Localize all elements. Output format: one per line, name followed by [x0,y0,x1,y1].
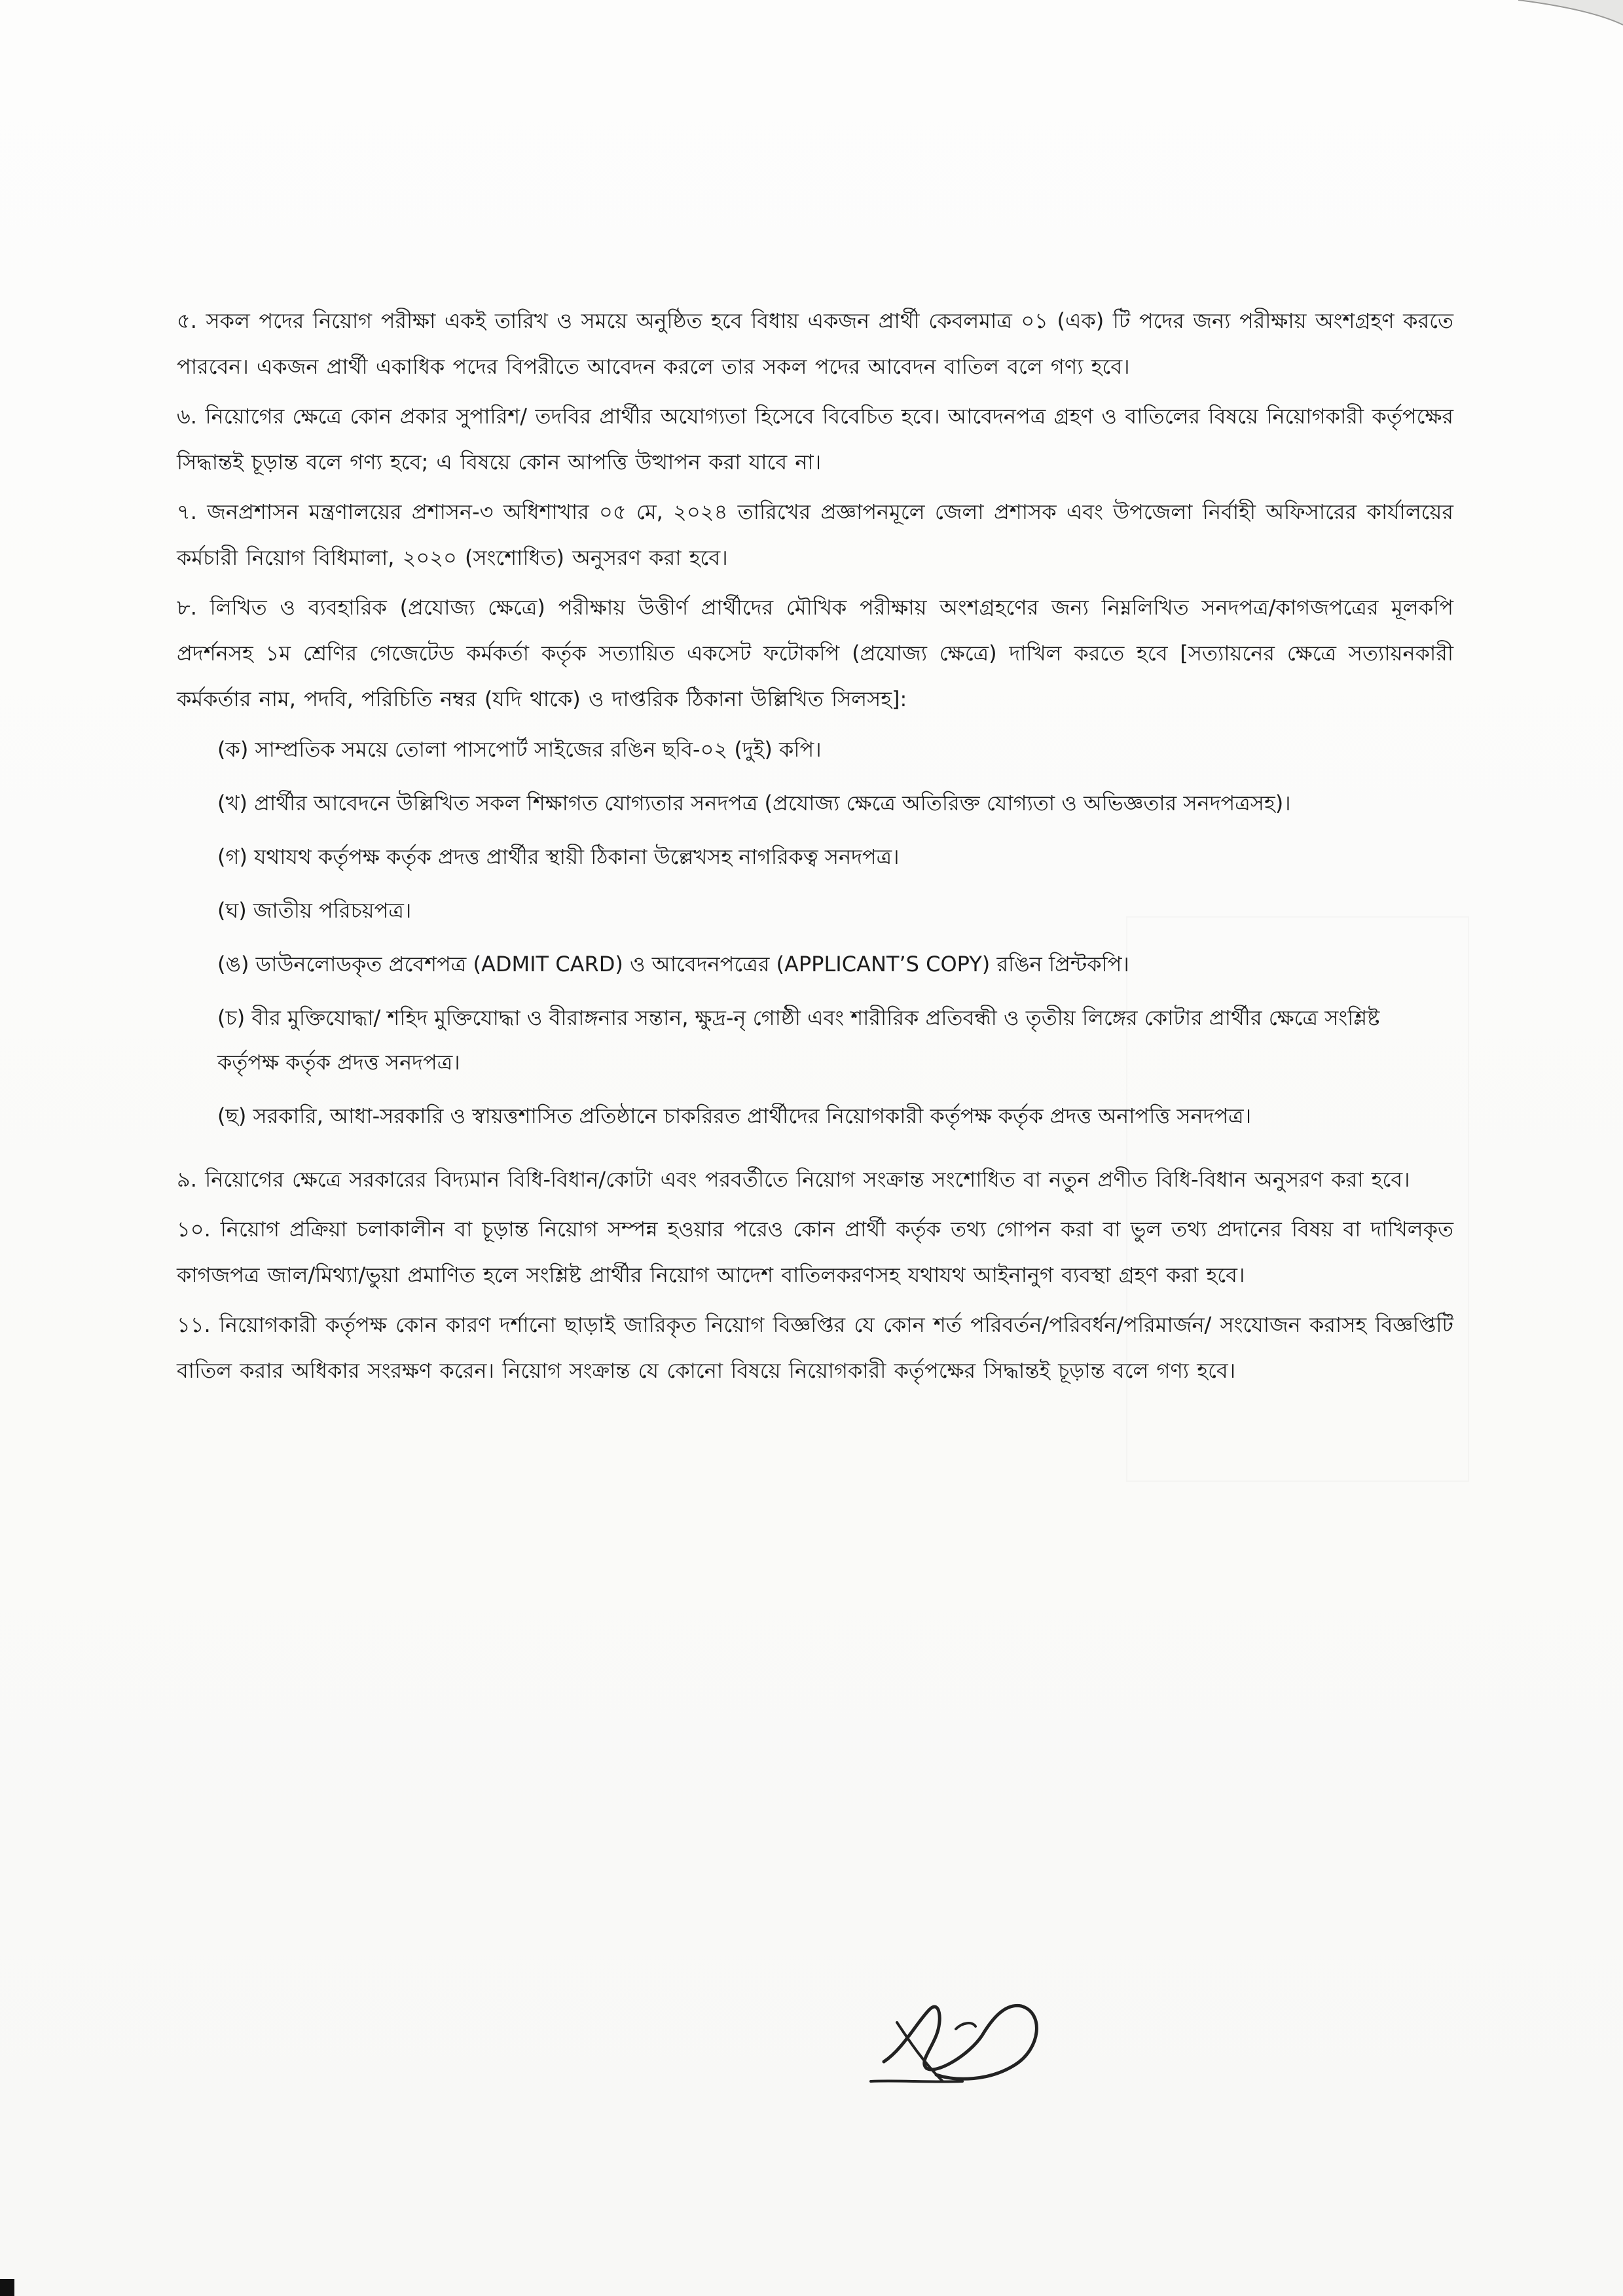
clause-11: ১১. নিয়োগকারী কর্তৃপক্ষ কোন কারণ দর্শানো ছাড়াই জারিকৃত নিয়োগ বিজ্ঞপ্তির যে কোন শর্ত পরিবর্তন/পরিবর্ধন/পরিমার্জন/ সংযোজন করাসহ বিজ্ঞপ্তিটি বাতিল করার অধিকার সংরক্ষণ করেন। নিয়োগ সংক্রান্ত যে কোনো বিষয়ে নিয়োগকারী কর্তৃপক্ষের সিদ্ধান্তই চূড়ান্ত বলে গণ্য হবে। [177,1312,1453,1383]
clause-5: ৫. সকল পদের নিয়োগ পরীক্ষা একই তারিখ ও সময়ে অনুষ্ঠিত হবে বিধায় একজন প্রার্থী কেবলমাত্র ০১ (এক) টি পদের জন্য পরীক্ষায় অংশগ্রহণ করতে পারবেন। একজন প্রার্থী একাধিক পদের বিপরীতে আবেদন করলে তার সকল পদের আবেদন বাতিল বলে গণ্য হবে। [177,308,1453,379]
document-body [177,298,1453,1397]
list-item-ga: (গ) যথাযথ কর্তৃপক্ষ কর্তৃক প্রদত্ত প্রার্থীর স্থায়ী ঠিকানা উল্লেখসহ নাগরিকত্ব সনদপত্র। [217,844,900,869]
list-item-kha: (খ) প্রার্থীর আবেদনে উল্লিখিত সকল শিক্ষাগত যোগ্যতার সনদপত্র (প্রযোজ্য ক্ষেত্রে অতিরিক্ত যোগ্যতা ও অভিজ্ঞতার সনদপত্রসহ)। [217,791,1291,816]
list-item-ka: (ক) সাম্প্রতিক সময়ে তোলা পাসপোর্ট সাইজের রঙিন ছবি-০২ (দুই) কপি। [217,737,822,762]
handwritten-signature [858,1983,1054,2094]
list-item-uma: (ঙ) ডাউনলোডকৃত প্রবেশপত্র (ADMIT CARD) ও আবেদনপত্রের (APPLICANT’S COPY) রঙিন প্রিন্টকপি। [217,952,1129,977]
clause-9: ৯. নিয়োগের ক্ষেত্রে সরকারের বিদ্যমান বিধি-বিধান/কোটা এবং পরবর্তীতে নিয়োগ সংক্রান্ত সংশোধিত বা নতুন প্রণীত বিধি-বিধান অনুসরণ করা হবে। [177,1167,1410,1192]
list-item-gha: (ঘ) জাতীয় পরিচয়পত্র। [217,898,412,923]
clause-7: ৭. জনপ্রশাসন মন্ত্রণালয়ের প্রশাসন-৩ অধিশাখার ০৫ মে, ২০২৪ তারিখের প্রজ্ঞাপনমূলে জেলা প্রশাসক এবং উপজেলা নির্বাহী অফিসারের কার্যালয়ের কর্মচারী নিয়োগ বিধিমালা, ২০২০ (সংশোধিত) অনুসরণ করা হবে। [177,499,1453,570]
page-corner-fold [1518,0,1623,26]
scan-edge-mark [0,2279,14,2296]
clause-6: ৬. নিয়োগের ক্ষেত্রে কোন প্রকার সুপারিশ/ তদবির প্রার্থীর অযোগ্যতা হিসেবে বিবেচিত হবে। আবেদনপত্র গ্রহণ ও বাতিলের বিষয়ে নিয়োগকারী কর্তৃপক্ষের সিদ্ধান্তই চূড়ান্ত বলে গণ্য হবে; এ বিষয়ে কোন আপত্তি উত্থাপন করা যাবে না। [177,404,1453,475]
clause-8-document-list [217,727,1409,1138]
list-item-ca: (চ) বীর মুক্তিযোদ্ধা/ শহিদ মুক্তিযোদ্ধা ও বীরাঙ্গনার সন্তান, ক্ষুদ্র-নৃ গোষ্ঠী এবং শারীরিক প্রতিবন্ধী ও তৃতীয় লিঙ্গের কোটার প্রার্থীর ক্ষেত্রে সংশ্লিষ্ট কর্তৃপক্ষ কর্তৃক প্রদত্ত সনদপত্র। [217,1005,1380,1075]
list-item-cha: (ছ) সরকারি, আধা-সরকারি ও স্বায়ত্তশাসিত প্রতিষ্ঠানে চাকরিরত প্রার্থীদের নিয়োগকারী কর্তৃপক্ষ কর্তৃক প্রদত্ত অনাপত্তি সনদপত্র। [217,1103,1252,1128]
clause-8: ৮. লিখিত ও ব্যবহারিক (প্রযোজ্য ক্ষেত্রে) পরীক্ষায় উত্তীর্ণ প্রার্থীদের মৌখিক পরীক্ষায় অংশগ্রহণের জন্য নিম্নলিখিত সনদপত্র/কাগজপত্রের মূলকপি প্রদর্শনসহ ১ম শ্রেণির গেজেটেড কর্মকর্তা কর্তৃক সত্যায়িত একসেট ফটোকপি (প্রযোজ্য ক্ষেত্রে) দাখিল করতে হবে [সত্যায়নের ক্ষেত্রে সত্যায়নকারী কর্মকর্তার নাম, পদবি, পরিচিতি নম্বর (যদি থাকে) ও দাপ্তরিক ঠিকানা উল্লিখিত সিলসহ]: [177,595,1453,711]
clause-10: ১০. নিয়োগ প্রক্রিয়া চলাকালীন বা চূড়ান্ত নিয়োগ সম্পন্ন হওয়ার পরেও কোন প্রার্থী কর্তৃক তথ্য গোপন করা বা ভুল তথ্য প্রদানের বিষয় বা দাখিলকৃত কাগজপত্র জাল/মিথ্যা/ভুয়া প্রমাণিত হলে সংশ্লিষ্ট প্রার্থীর নিয়োগ আদেশ বাতিলকরণসহ যথাযথ আইনানুগ ব্যবস্থা গ্রহণ করা হবে। [177,1217,1453,1287]
